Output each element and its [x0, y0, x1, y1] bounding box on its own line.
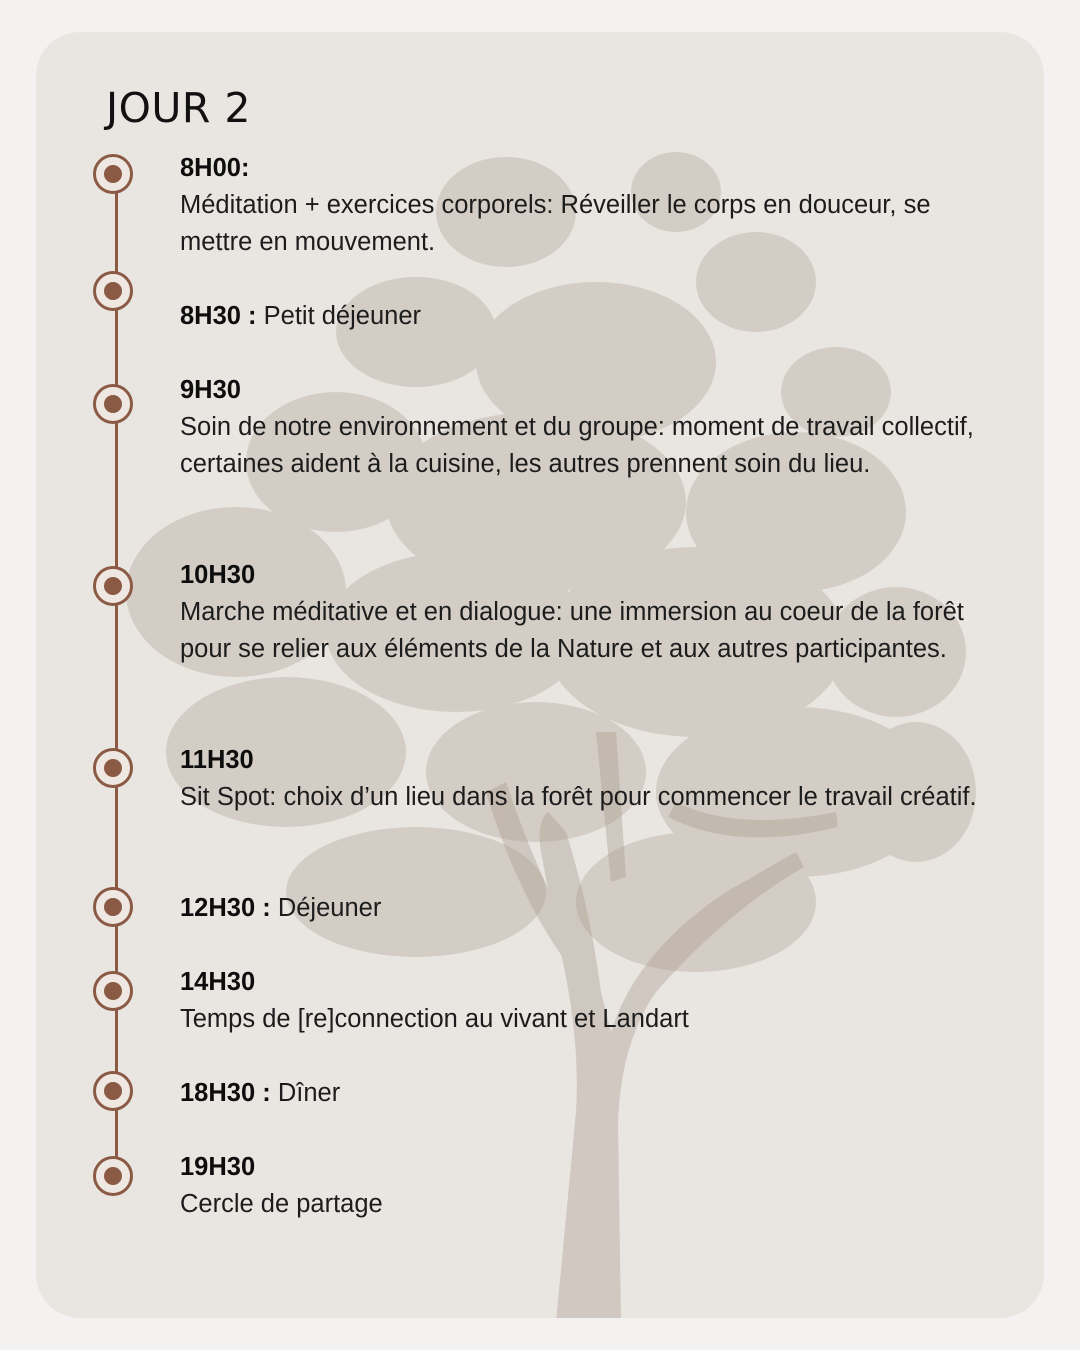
timeline-dot: [93, 384, 133, 424]
timeline-dot: [93, 271, 133, 311]
schedule-description: Méditation + exercices corporels: Réveiller le corps en douceur, se mettre en mouvement.: [180, 191, 931, 256]
schedule-time: 10H30: [180, 561, 256, 589]
schedule-description: Soin de notre environnement et du groupe: moment de travail collectif, certaines aident à la cuisine, les autres prennent soin du lieu.: [180, 413, 974, 478]
timeline-dot: [93, 748, 133, 788]
schedule-description: Temps de [re]connection au vivant et Landart: [180, 1005, 689, 1033]
schedule-time: 8H00:: [180, 154, 250, 182]
schedule-item: [180, 1075, 1000, 1112]
schedule-description: Sit Spot: choix d’un lieu dans la forêt pour commencer le travail créatif.: [180, 783, 977, 811]
schedule-description: Cercle de partage: [180, 1190, 383, 1218]
schedule-item: [180, 742, 1000, 816]
program-card: [36, 32, 1044, 1318]
schedule-time: 18H30 :: [180, 1079, 271, 1107]
schedule-time: 19H30: [180, 1153, 256, 1181]
schedule-description: Déjeuner: [277, 894, 382, 922]
schedule-description: Petit déjeuner: [263, 302, 421, 330]
timeline-line: [115, 175, 118, 1177]
timeline-dot: [93, 971, 133, 1011]
timeline-dot: [93, 1156, 133, 1196]
schedule-time: 12H30 :: [180, 894, 271, 922]
schedule-item: [180, 298, 1000, 335]
timeline-dot: [93, 887, 133, 927]
page-title: JOUR 2: [106, 84, 251, 132]
timeline-dot: [93, 154, 133, 194]
schedule-item: [180, 1149, 1000, 1223]
schedule-time: 11H30: [180, 746, 254, 774]
schedule-description: Marche méditative et en dialogue: une immersion au coeur de la forêt pour se relier aux éléments de la Nature et aux autres participantes.: [180, 598, 964, 663]
schedule-item: [180, 557, 1000, 668]
schedule-item: [180, 890, 1000, 927]
schedule-item: [180, 964, 1000, 1038]
schedule-time: 9H30: [180, 376, 241, 404]
schedule-item: [180, 372, 1000, 483]
schedule-item: [180, 150, 1000, 261]
schedule-description: Dîner: [277, 1079, 341, 1107]
timeline-dot: [93, 1071, 133, 1111]
timeline-dot: [93, 566, 133, 606]
schedule-time: 14H30: [180, 968, 256, 996]
schedule-time: 8H30 :: [180, 302, 257, 330]
